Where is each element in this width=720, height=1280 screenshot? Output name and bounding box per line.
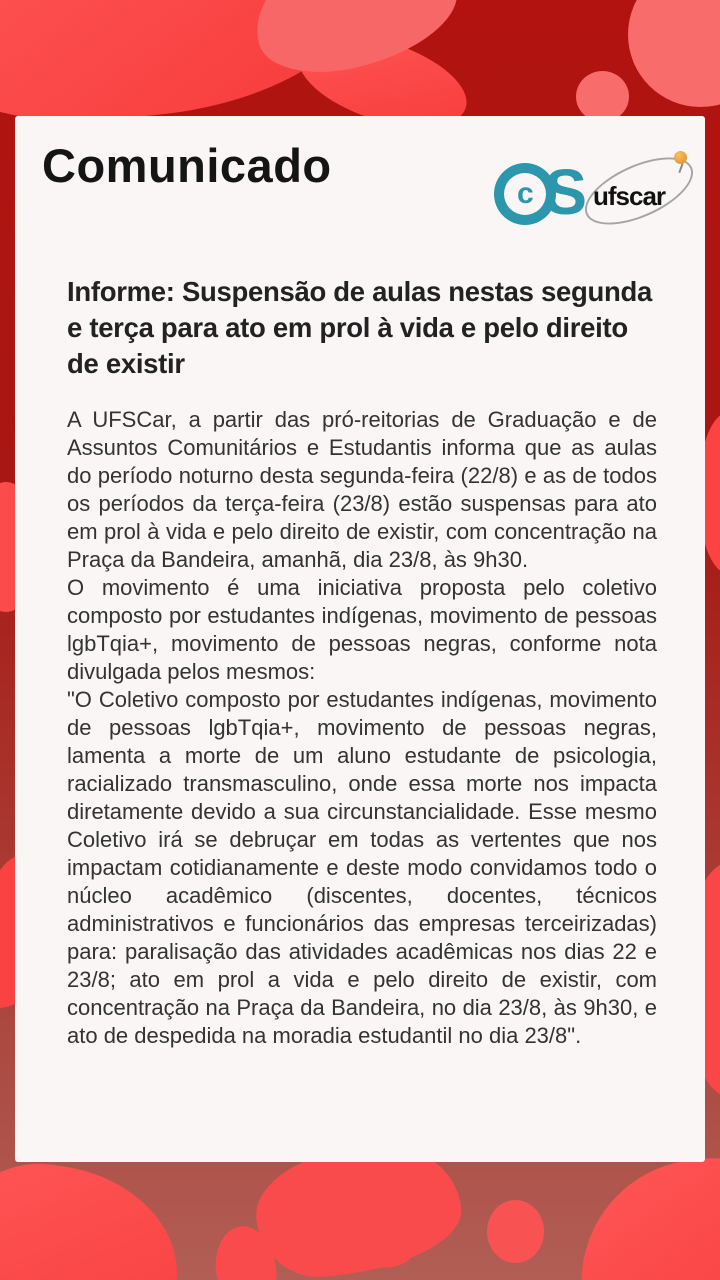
announcement-title: Informe: Suspensão de aulas nestas segunda e terça para ato em prol à vida e pelo direito de existir <box>67 276 652 379</box>
announcement-paragraph: "O Coletivo composto por estudantes indígenas, movimento de pessoas lgbTqia+, movimento de pessoas negras, lamenta a morte de um aluno estudante de psicologia, racializado transmasculino, onde essa morte nos impacta diretamente devido a sua circunstancialidade. Esse mesmo Coletivo irá se debruçar em todas as vertentes que nos impactam cotidianamente e deste modo convidamos todo o núcleo acadêmico (discentes, docentes, técnicos administrativos e funcionários das empresas terceirizadas) para: paralisação das atividades acadêmicas nos dias 22 e 23/8; ato em prol a vida e pelo direito de existir, com concentração na Praça da Bandeira, no dia 23/8, às 9h30, e ato de despedida na moradia estudantil no dia 23/8". <box>67 687 657 1048</box>
ufscar-wordmark <box>593 159 689 229</box>
ccs-c-letter: c <box>516 177 534 210</box>
announcement-paragraph: A UFSCar, a partir das pró-reitorias de Graduação e de Assuntos Comunitários e Estudantis informa que as aulas do período noturno desta segunda-feira (22/8) e as de todos os períodos da terça-feira (23/8) estão suspensas para ato em prol à vida e pelo direito de existir, com concentração na Praça da Bandeira, amanhã, dia 23/8, às 9h30. <box>67 407 657 572</box>
announcement-paragraph: O movimento é uma iniciativa proposta pelo coletivo composto por estudantes indígenas, movimento de pessoas lgbTqia+, movimento de pessoas negras, conforme nota divulgada pelos mesmos: <box>67 575 657 684</box>
orbit-orange-dot-icon <box>674 151 687 164</box>
background-blob <box>487 1200 544 1263</box>
ccs-ufscar-logo <box>494 154 689 234</box>
background-blob <box>569 1148 720 1280</box>
card-header <box>42 140 689 234</box>
ccs-s-letter: S <box>544 156 587 228</box>
background-blob <box>0 1150 190 1280</box>
announcement-card <box>15 116 705 1162</box>
background-blob <box>576 71 629 122</box>
announcement-body <box>67 274 657 1050</box>
ufscar-text: ufscar <box>593 181 666 211</box>
background-blob <box>628 0 720 107</box>
page-title: Comunicado <box>42 139 332 192</box>
